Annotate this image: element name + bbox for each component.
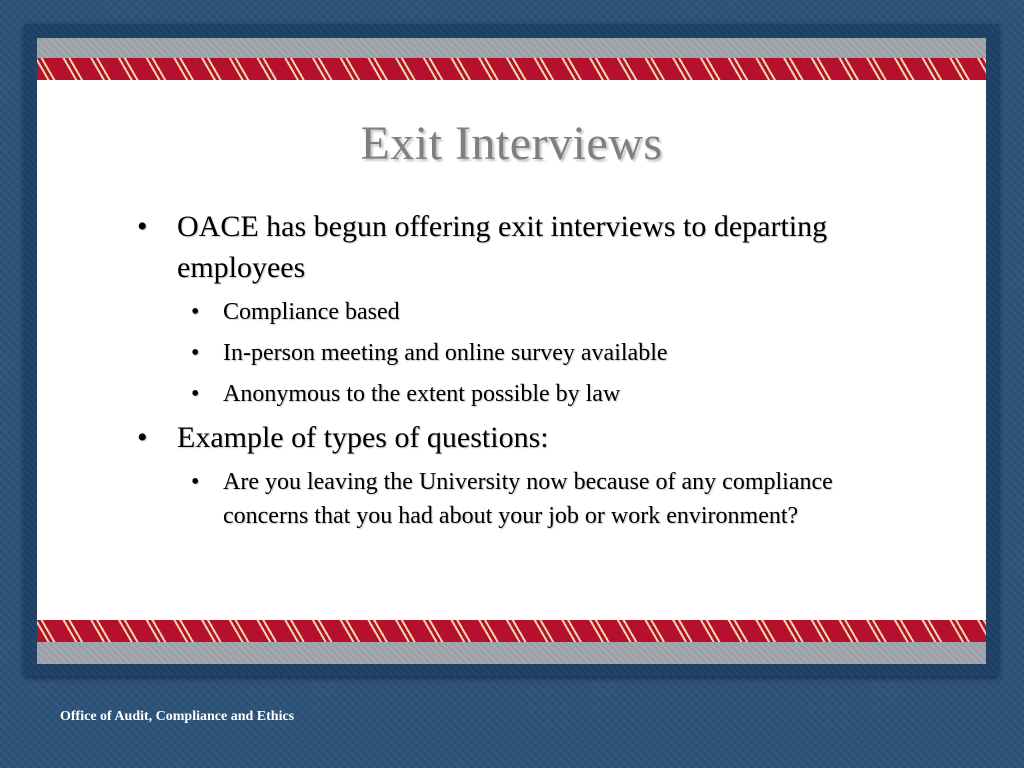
sub-bullet-item (177, 336, 877, 370)
slide-title: Exit Interviews (360, 117, 663, 170)
bullet-icon: • (191, 340, 200, 366)
bullet-item (137, 206, 877, 411)
sub-bullet-list (177, 465, 877, 533)
bullet-icon: • (137, 421, 148, 454)
sub-bullet-item (177, 295, 877, 329)
sub-bullet-text: In-person meeting and online survey available (223, 340, 668, 366)
slide-content (37, 80, 986, 620)
bullet-text: OACE has begun offering exit interviews to departing employees (177, 210, 828, 284)
sub-bullet-text: Anonymous to the extent possible by law (223, 381, 621, 407)
bullet-list (137, 206, 877, 533)
bullet-icon: • (191, 299, 200, 325)
footer-text: Office of Audit, Compliance and Ethics (60, 709, 295, 724)
bullet-icon: • (137, 210, 148, 243)
bullet-icon: • (191, 381, 200, 407)
bullet-text: Example of types of questions: (177, 421, 549, 454)
sub-bullet-item (177, 465, 877, 533)
top-decorative-stripe (37, 58, 986, 80)
bottom-decorative-stripe (37, 620, 986, 642)
sub-bullet-text: Are you leaving the University now because of any compliance concerns that you had about your job or work environment? (223, 469, 833, 529)
sub-bullet-list (177, 295, 877, 411)
sub-bullet-item (177, 377, 877, 411)
sub-bullet-text: Compliance based (223, 299, 400, 325)
bullet-item (137, 417, 877, 533)
bullet-icon: • (191, 469, 200, 495)
